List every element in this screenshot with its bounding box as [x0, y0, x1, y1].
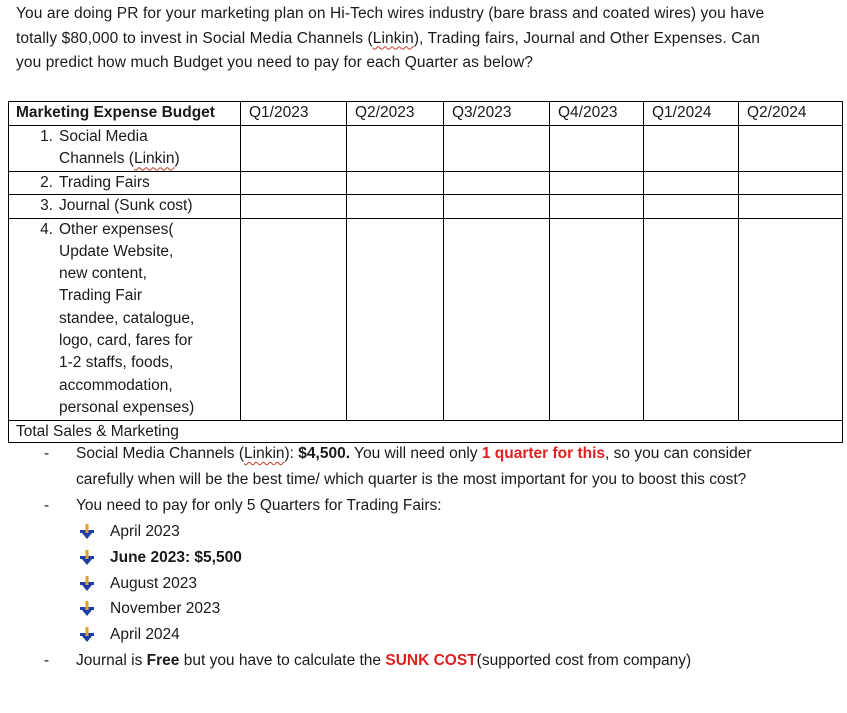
- budget-cell[interactable]: [241, 126, 347, 172]
- item-number: 2.: [40, 174, 53, 191]
- total-label: Total Sales & Marketing: [9, 420, 241, 442]
- table-row: [9, 218, 843, 420]
- note-trading-fairs: [0, 493, 806, 519]
- row-label-journal: [9, 195, 241, 218]
- total-cell: [550, 420, 644, 442]
- total-cell: [444, 420, 550, 442]
- budget-cell[interactable]: [241, 218, 347, 420]
- budget-cell[interactable]: [739, 195, 843, 218]
- item-label: Trading Fairs: [59, 174, 150, 191]
- note-journal: - Journal is Free but you have to calculate the SUNK COST(supported cost from company): [0, 648, 806, 674]
- intro-text-2: ), Trading fairs, Journal and Other Expenses. Can you predict how much Budget you need to pay for each Quarter as below?: [16, 29, 760, 71]
- header-cell: Q2/2024: [739, 102, 843, 126]
- budget-cell[interactable]: [444, 172, 550, 195]
- dash-bullet: -: [44, 497, 50, 514]
- budget-cell[interactable]: [347, 126, 444, 172]
- item-label: Social Media Channels (Linkin): [59, 128, 180, 168]
- budget-cell[interactable]: [644, 195, 739, 218]
- budget-cell[interactable]: [550, 172, 644, 195]
- dash-bullet: -: [44, 651, 50, 669]
- header-cell: Q1/2023: [241, 102, 347, 126]
- row-label-fairs: [9, 172, 241, 195]
- intro-paragraph: [16, 2, 786, 76]
- table-row: [9, 126, 843, 172]
- row-label-other: [9, 218, 241, 420]
- header-cell: Q4/2023: [550, 102, 644, 126]
- budget-cell[interactable]: [739, 218, 843, 420]
- total-cell: [739, 420, 843, 442]
- list-item: April 2023: [0, 519, 847, 545]
- list-item: November 2023: [0, 596, 847, 622]
- list-item: April 2024: [0, 622, 847, 648]
- arrow-down-icon: [80, 524, 94, 540]
- item-number: 4.: [40, 220, 53, 238]
- list-item: June 2023: $5,500: [0, 545, 847, 571]
- item-label: Journal (Sunk cost): [59, 197, 193, 215]
- notes-section: [0, 441, 847, 674]
- arrow-down-icon: [80, 627, 94, 643]
- budget-cell[interactable]: [644, 126, 739, 172]
- row-label-social: [9, 126, 241, 172]
- table-row: [9, 172, 843, 195]
- budget-cell[interactable]: [444, 195, 550, 218]
- note-social-media: - Social Media Channels (Linkin): $4,500. You will need only 1 quarter for this, so you can consider carefully when will be the best time/ which quarter is the most important for you to boost this cost?: [0, 441, 806, 493]
- budget-cell[interactable]: [644, 218, 739, 420]
- budget-cell[interactable]: [347, 172, 444, 195]
- budget-cell[interactable]: [444, 126, 550, 172]
- fairs-intro: You need to pay for only 5 Quarters for Trading Fairs:: [76, 497, 442, 514]
- dash-bullet: -: [44, 445, 50, 462]
- budget-cell[interactable]: [739, 126, 843, 172]
- item-number: 3.: [40, 197, 53, 215]
- total-row: [9, 420, 843, 442]
- budget-table: [8, 101, 843, 443]
- budget-cell[interactable]: [347, 195, 444, 218]
- header-cell: Marketing Expense Budget: [9, 102, 241, 126]
- budget-cell[interactable]: [241, 195, 347, 218]
- arrow-down-icon: [80, 601, 94, 617]
- arrow-down-icon: [80, 576, 94, 592]
- intro-text-1: You are doing PR for your marketing plan on Hi-Tech wires industry (bare brass and coated wires) you have totally $80,000 to invest in Social Media Channels (: [16, 5, 765, 47]
- table-header-row: [9, 102, 843, 126]
- total-cell: [241, 420, 347, 442]
- budget-cell[interactable]: [739, 172, 843, 195]
- budget-cell[interactable]: [444, 218, 550, 420]
- budget-cell[interactable]: [550, 126, 644, 172]
- header-cell: Q1/2024: [644, 102, 739, 126]
- arrow-down-icon: [80, 550, 94, 566]
- list-item: August 2023: [0, 571, 847, 597]
- budget-cell[interactable]: [347, 218, 444, 420]
- budget-cell[interactable]: [550, 195, 644, 218]
- header-cell: Q2/2023: [347, 102, 444, 126]
- header-cell: Q3/2023: [444, 102, 550, 126]
- total-cell: [347, 420, 444, 442]
- total-cell: [644, 420, 739, 442]
- table-row: [9, 195, 843, 218]
- item-number: 1.: [40, 128, 53, 145]
- budget-cell[interactable]: [550, 218, 644, 420]
- budget-cell[interactable]: [644, 172, 739, 195]
- intro-linkin: Linkin: [372, 29, 414, 47]
- budget-cell[interactable]: [241, 172, 347, 195]
- item-label: Other expenses( Update Website, new content, Trading Fair standee, catalogue, logo, card, fares for 1-2 staffs, foods, accommodation, personal expenses): [59, 220, 195, 416]
